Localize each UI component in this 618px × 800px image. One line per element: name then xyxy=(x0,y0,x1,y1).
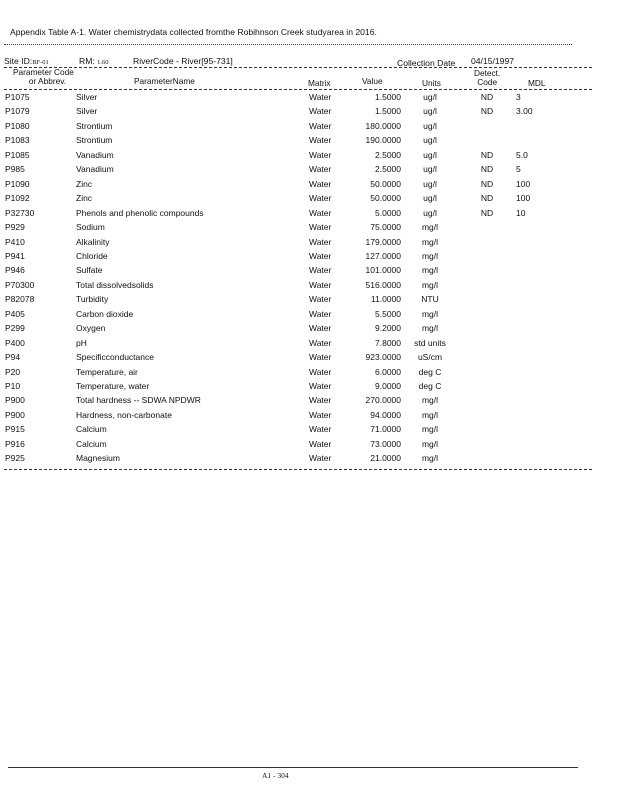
cell-value: 179.0000 xyxy=(365,236,401,247)
table-end-rule xyxy=(4,469,592,470)
cell-name: Sulfate xyxy=(76,265,103,276)
cell-units: mg/l xyxy=(421,308,439,319)
cell-name: Temperature, air xyxy=(76,366,138,377)
cell-units: mg/l xyxy=(421,424,439,435)
cell-matrix: Water xyxy=(309,120,332,131)
cell-units: mg/l xyxy=(421,409,439,420)
cell-name: Phenols and phenolic compounds xyxy=(76,207,204,218)
table-row xyxy=(0,439,618,453)
table-row xyxy=(0,135,618,149)
cell-name: Vanadium xyxy=(76,164,114,175)
cell-matrix: Water xyxy=(309,409,332,420)
table-row xyxy=(0,164,618,178)
cell-name: Chloride xyxy=(76,250,108,261)
cell-matrix: Water xyxy=(309,453,332,464)
cell-matrix: Water xyxy=(309,135,332,146)
table-row xyxy=(0,106,618,120)
cell-units: mg/l xyxy=(421,265,439,276)
cell-matrix: Water xyxy=(309,337,332,348)
cell-matrix: Water xyxy=(309,92,332,102)
cell-code: P82078 xyxy=(5,294,35,305)
cell-units: mg/l xyxy=(421,279,439,290)
table-row xyxy=(0,381,618,395)
cell-name: Silver xyxy=(76,92,98,102)
cell-matrix: Water xyxy=(309,178,332,189)
cell-units: mg/l xyxy=(421,236,439,247)
river-mile xyxy=(79,56,109,66)
rm-label: RM: xyxy=(79,56,95,66)
cell-units: ug/l xyxy=(423,207,437,218)
table-row xyxy=(0,395,618,409)
table-row xyxy=(0,309,618,323)
col-header-value: Value xyxy=(362,76,383,86)
col-header-detect-line2: Code xyxy=(477,77,498,87)
cell-value: 50.0000 xyxy=(370,193,401,204)
cell-code: P915 xyxy=(5,424,25,435)
header-top-rule xyxy=(4,67,592,68)
cell-code: P70300 xyxy=(5,279,35,290)
cell-code: P400 xyxy=(5,337,25,348)
cell-code: P985 xyxy=(5,164,25,175)
table-row xyxy=(0,424,618,438)
header-bottom-rule xyxy=(4,89,592,90)
river-code: RiverCode - River[95-731] xyxy=(133,56,233,66)
table-row xyxy=(0,352,618,366)
table-row xyxy=(0,323,618,337)
site-id xyxy=(4,56,49,66)
cell-matrix: Water xyxy=(309,279,332,290)
cell-units: ug/l xyxy=(423,149,437,160)
cell-value: 101.0000 xyxy=(365,265,401,276)
cell-matrix: Water xyxy=(309,381,332,391)
cell-units: ug/l xyxy=(423,193,437,204)
cell-units: mg/l xyxy=(421,453,439,464)
cell-detect: ND xyxy=(480,106,494,117)
cell-matrix: Water xyxy=(309,149,332,160)
cell-units: deg C xyxy=(418,381,442,391)
cell-code: P925 xyxy=(5,453,25,464)
cell-matrix: Water xyxy=(309,106,332,117)
cell-units: ug/l xyxy=(423,120,437,131)
cell-units: mg/l xyxy=(421,323,439,334)
cell-value: 2.5000 xyxy=(375,149,401,160)
cell-detect: ND xyxy=(480,164,494,175)
table-row xyxy=(0,92,618,106)
cell-code: P32730 xyxy=(5,207,35,218)
cell-value: 270.0000 xyxy=(365,395,401,406)
col-header-name: ParameterName xyxy=(134,76,195,86)
col-header-code-line1: Parameter Code xyxy=(13,67,74,77)
col-header-detect-line1: Detect. xyxy=(474,68,501,78)
cell-matrix: Water xyxy=(309,236,332,247)
cell-matrix: Water xyxy=(309,294,332,305)
cell-name: Calcium xyxy=(76,424,107,435)
cell-detect: ND xyxy=(480,149,494,160)
cell-name: Vanadium xyxy=(76,149,114,160)
table-row xyxy=(0,193,618,207)
cell-code: P1090 xyxy=(5,178,30,189)
cell-code: P900 xyxy=(5,409,25,420)
cell-code: P1079 xyxy=(5,106,30,117)
cell-mdl: 5.0 xyxy=(516,149,528,160)
cell-value: 71.0000 xyxy=(370,424,401,435)
cell-matrix: Water xyxy=(309,366,332,377)
cell-value: 1.5000 xyxy=(375,92,401,102)
table-row xyxy=(0,150,618,164)
cell-code: P946 xyxy=(5,265,25,276)
cell-code: P1092 xyxy=(5,193,30,204)
cell-code: P10 xyxy=(5,381,21,391)
page-number: A1 - 304 xyxy=(262,771,289,780)
cell-code: P1083 xyxy=(5,135,30,146)
cell-detect: ND xyxy=(480,193,494,204)
cell-name: Turbidity xyxy=(76,294,109,305)
cell-value: 9.0000 xyxy=(375,381,401,391)
cell-name: Calcium xyxy=(76,438,107,449)
site-id-label: Site ID: xyxy=(4,56,33,66)
table-row xyxy=(0,453,618,467)
title-divider xyxy=(4,44,572,45)
cell-mdl: 5 xyxy=(516,164,521,175)
table-row xyxy=(0,294,618,308)
cell-matrix: Water xyxy=(309,193,332,204)
cell-matrix: Water xyxy=(309,424,332,435)
cell-units: ug/l xyxy=(423,106,437,117)
cell-value: 190.0000 xyxy=(365,135,401,146)
cell-units: mg/l xyxy=(421,250,439,261)
cell-name: Zinc xyxy=(76,178,93,189)
table-row xyxy=(0,179,618,193)
cell-mdl: 100 xyxy=(516,178,531,189)
cell-value: 9.2000 xyxy=(375,323,401,334)
cell-matrix: Water xyxy=(309,308,332,319)
cell-units: deg C xyxy=(418,366,442,377)
cell-name: Hardness, non-carbonate xyxy=(76,409,172,420)
cell-code: P299 xyxy=(5,323,25,334)
cell-detect: ND xyxy=(480,178,494,189)
cell-mdl: 3 xyxy=(516,92,521,102)
cell-name: Silver xyxy=(76,106,98,117)
site-id-value: BF-01 xyxy=(32,59,49,66)
cell-value: 516.0000 xyxy=(365,279,401,290)
cell-matrix: Water xyxy=(309,207,332,218)
cell-value: 21.0000 xyxy=(370,453,401,464)
cell-value: 94.0000 xyxy=(370,409,401,420)
cell-units: ug/l xyxy=(423,135,437,146)
cell-name: Strontium xyxy=(76,135,113,146)
cell-units: std units xyxy=(414,337,446,348)
cell-units: mg/l xyxy=(421,438,439,449)
cell-value: 1.5000 xyxy=(375,106,401,117)
cell-value: 2.5000 xyxy=(375,164,401,175)
col-header-code-line2: or Abbrev. xyxy=(28,76,67,86)
cell-code: P1075 xyxy=(5,92,30,102)
cell-matrix: Water xyxy=(309,395,332,406)
cell-value: 923.0000 xyxy=(365,352,401,363)
table-row xyxy=(0,410,618,424)
table-title: Appendix Table A-1. Water chemistrydata collected fromthe Robihnson Creek studyarea in 2016. xyxy=(10,27,377,37)
col-header-units: Units xyxy=(422,78,441,88)
cell-code: P900 xyxy=(5,395,25,406)
cell-name: Strontium xyxy=(76,120,113,131)
cell-code: P20 xyxy=(5,366,21,377)
cell-value: 180.0000 xyxy=(365,120,401,131)
cell-code: P916 xyxy=(5,438,25,449)
footer-rule xyxy=(8,767,578,768)
cell-value: 5.0000 xyxy=(375,207,401,218)
cell-detect: ND xyxy=(480,92,494,102)
cell-code: P929 xyxy=(5,222,25,233)
table-row xyxy=(0,121,618,135)
cell-name: Oxygen xyxy=(76,323,106,334)
collection-date-label: Collection Date xyxy=(397,58,456,68)
cell-code: P941 xyxy=(5,250,25,261)
table-row xyxy=(0,265,618,279)
cell-name: Magnesium xyxy=(76,453,120,464)
cell-matrix: Water xyxy=(309,222,332,233)
cell-matrix: Water xyxy=(309,323,332,334)
cell-value: 6.0000 xyxy=(375,366,401,377)
col-header-code xyxy=(13,68,74,86)
cell-name: Specificconductance xyxy=(76,352,154,363)
cell-matrix: Water xyxy=(309,250,332,261)
table-row xyxy=(0,208,618,222)
cell-units: uS/cm xyxy=(417,352,443,363)
collection-date-value: 04/15/1997 xyxy=(471,56,515,66)
table-row xyxy=(0,367,618,381)
cell-mdl: 3.00 xyxy=(516,106,533,117)
table-row xyxy=(0,338,618,352)
cell-matrix: Water xyxy=(309,438,332,449)
table-row xyxy=(0,237,618,251)
cell-matrix: Water xyxy=(309,164,332,175)
cell-value: 127.0000 xyxy=(365,250,401,261)
col-header-mdl: MDL xyxy=(528,78,546,88)
cell-name: Temperature, water xyxy=(76,381,150,391)
cell-units: mg/l xyxy=(421,395,439,406)
cell-value: 50.0000 xyxy=(370,178,401,189)
cell-code: P405 xyxy=(5,308,25,319)
cell-units: ug/l xyxy=(423,164,437,175)
rm-value: 1.60 xyxy=(97,59,109,66)
cell-value: 5.5000 xyxy=(375,308,401,319)
cell-code: P1080 xyxy=(5,120,30,131)
cell-mdl: 10 xyxy=(516,207,526,218)
cell-name: Total dissolvedsolids xyxy=(76,279,154,290)
cell-matrix: Water xyxy=(309,265,332,276)
table-row xyxy=(0,251,618,265)
cell-code: P94 xyxy=(5,352,21,363)
cell-name: Zinc xyxy=(76,193,93,204)
cell-units: mg/l xyxy=(421,222,439,233)
cell-mdl: 100 xyxy=(516,193,531,204)
cell-name: Sodium xyxy=(76,222,105,233)
cell-value: 73.0000 xyxy=(370,438,401,449)
cell-code: P410 xyxy=(5,236,25,247)
cell-detect: ND xyxy=(480,207,494,218)
cell-matrix: Water xyxy=(309,352,332,363)
cell-name: Alkalinity xyxy=(76,236,110,247)
cell-code: P1085 xyxy=(5,149,30,160)
cell-name: Carbon dioxide xyxy=(76,308,134,319)
cell-value: 75.0000 xyxy=(370,222,401,233)
cell-name: pH xyxy=(76,337,87,348)
col-header-detect xyxy=(474,69,500,87)
cell-name: Total hardness -- SDWA NPDWR xyxy=(76,395,201,406)
cell-units: ug/l xyxy=(423,178,437,189)
cell-value: 7.8000 xyxy=(375,337,401,348)
cell-units: NTU xyxy=(421,294,439,305)
col-header-matrix: Matrix xyxy=(308,78,331,88)
table-row xyxy=(0,280,618,294)
cell-units: ug/l xyxy=(423,92,437,102)
cell-value: 11.0000 xyxy=(370,294,401,305)
table-row xyxy=(0,222,618,236)
